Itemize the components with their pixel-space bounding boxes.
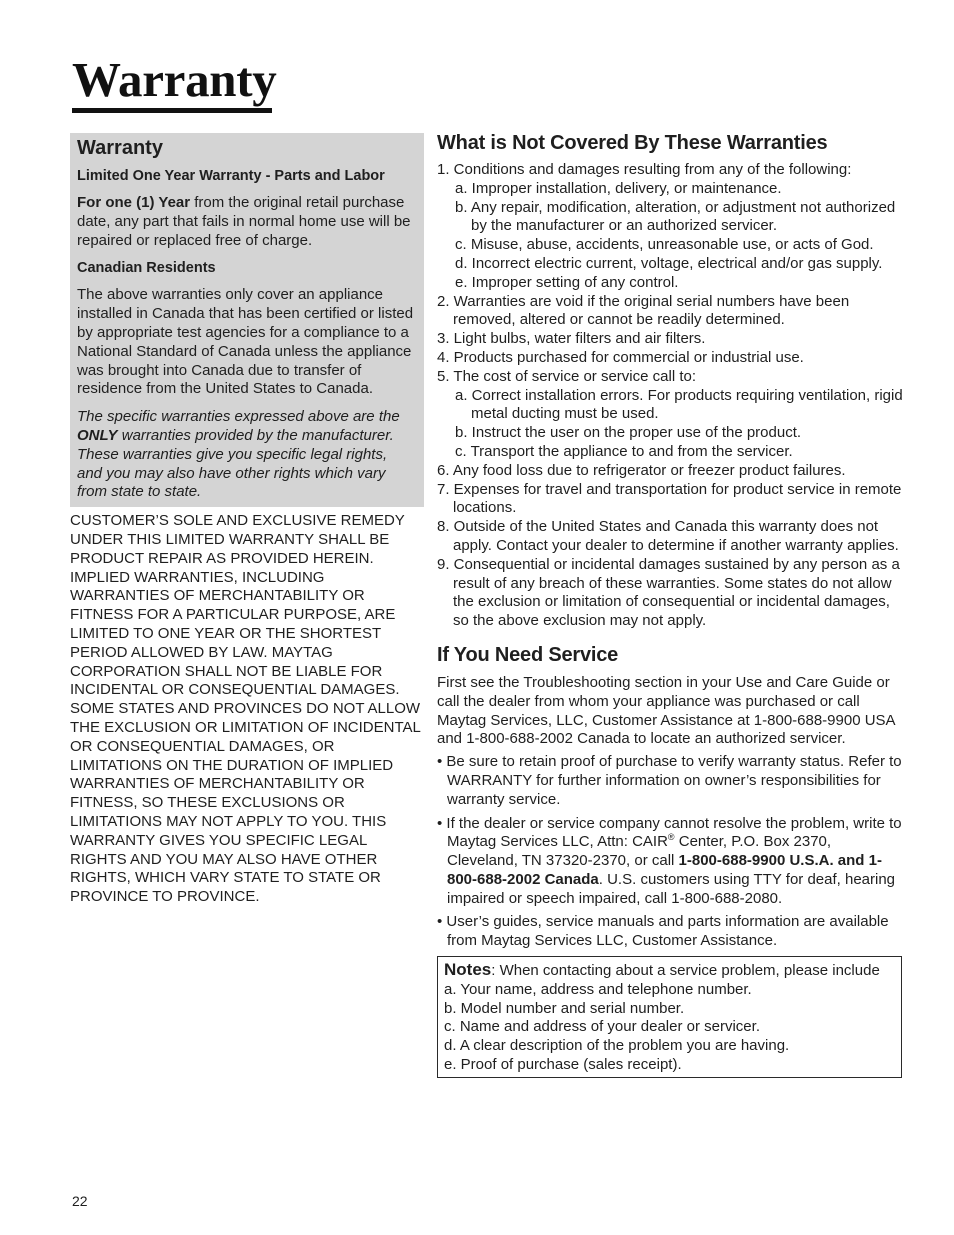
note-item: a. Your name, address and telephone number. xyxy=(444,980,752,998)
not-covered-heading: What is Not Covered By These Warranties xyxy=(437,132,828,154)
note-item: d. A clear description of the problem you are having. xyxy=(444,1037,790,1055)
limited-warranty-subheading: Limited One Year Warranty - Parts and Labor xyxy=(77,168,385,184)
sub-list-item: b. Instruct the user on the proper use of the product. xyxy=(455,424,802,442)
warranty-term-bold: For one (1) Year xyxy=(77,194,191,211)
sub-list-item: a. Improper installation, delivery, or maintenance. xyxy=(455,179,782,197)
warranty-heading: Warranty xyxy=(77,137,163,159)
canadian-residents-heading: Canadian Residents xyxy=(77,260,216,277)
remedy-disclaimer: CUSTOMER’S SOLE AND EXCLUSIVE REMEDY UNDER THIS LIMITED WARRANTY SHALL BE PRODUCT REPAIR AS PROVIDED HEREIN. IMPLIED WARRANTIES, INCLUDING WARRANTIES OF MERCHANTABILITY OR FITNESS FOR A PARTICULAR PURPOSE, ARE LIMITED TO ONE YEAR OR THE SHORTEST PERIOD ALLOWED BY LAW. MAYTAG CORPORATION SHALL NOT BE LIABLE FOR INCIDENTAL OR CONSEQUENTIAL DAMAGES. SOME STATES AND PROVINCES DO NOT ALLOW THE EXCLUSION OR LIMITATION OF INCIDENTAL OR CONSEQUENTIAL DAMAGES, OR LIMITATIONS ON THE DURATION OF IMPLIED WARRANTIES OF MERCHANTABILITY OR FITNESS, SO THESE EXCLUSIONS OR LIMITATIONS MAY NOT APPLY TO YOU. THIS WARRANTY GIVES YOU SPECIFIC LEGAL RIGHTS AND YOU MAY ALSO HAVE OTHER RIGHTS, WHICH VARY STATE TO STATE OR PROVINCE TO PROVINCE. xyxy=(70,512,421,906)
notes-intro xyxy=(444,961,895,981)
service-intro: First see the Troubleshooting section in your Use and Care Guide or call the dealer from whom your appliance was purchased or call Maytag Services, LLC, Customer Assistance at 1-800-688-9900 USA and 1-800-688-2002 Canada to locate an authorized servicer. xyxy=(437,673,895,748)
sub-list-item: c. Transport the appliance to and from the servicer. xyxy=(455,442,793,460)
warranty-term-text: from the original retail purchase date, any part that fails in normal home use will be repaired or replaced free of charge. xyxy=(77,194,411,249)
list-item: • Be sure to retain proof of purchase to verify warranty status. Refer to WARRANTY for further information on owner’s responsibilities for warranty service. xyxy=(437,753,902,808)
service-heading: If You Need Service xyxy=(437,643,619,666)
note-emphasis: ONLY xyxy=(77,426,118,444)
bullet-text: • If the dealer or service company cannot resolve the problem, write to Maytag Services LLC, Attn: CAIR xyxy=(437,814,902,851)
note-text-after: warranties provided by the manufacturer. These warranties give you specific legal rights, and you may also have other rights which vary from state to state. xyxy=(77,426,394,501)
list-item: 3. Light bulbs, water filters and air filters. xyxy=(437,330,706,348)
sub-list-item: e. Improper setting of any control. xyxy=(455,273,679,291)
bullet-text: Center, P.O. Box 2370, Cleveland, TN 37320-2370, or call xyxy=(447,833,832,870)
list-item: 6. Any food loss due to refrigerator or freezer product failures. xyxy=(437,461,846,479)
phone-numbers: 1-800-688-9900 U.S.A. and 1-800-688-2002 Canada xyxy=(447,852,882,888)
service-bullets xyxy=(437,753,903,951)
registered-mark: ® xyxy=(667,832,675,843)
sub-list-item: b. Any repair, modification, alteration, or adjustment not authorized by the manufacturer or an authorized servicer. xyxy=(455,198,896,235)
notes-label: Notes xyxy=(444,960,492,980)
canadian-residents-text: The above warranties only cover an appliance installed in Canada that has been certified or listed by appropriate test agencies for a compliance to a National Standard of Canada unless the appliance was brought into Canada due to transfer of residence from the United States to Canada. xyxy=(77,286,414,398)
list-item: 9. Consequential or incidental damages sustained by any person as a result of any breach of these warranties. Some states do not allow the exclusion or limitation of consequential or incidental damages, so the above exclusion may not apply. xyxy=(437,555,900,630)
list-item: 1. Conditions and damages resulting from any of the following: xyxy=(437,161,852,178)
page-number: 22 xyxy=(72,1193,88,1209)
note-item: e. Proof of purchase (sales receipt). xyxy=(444,1056,682,1074)
list-item: • User’s guides, service manuals and parts information are available from Maytag Services LLC, Customer Assistance. xyxy=(437,913,889,950)
list-item: 7. Expenses for travel and transportation for product service in remote locations. xyxy=(437,480,902,517)
list-item: 5. The cost of service or service call to: xyxy=(437,367,696,385)
note-item: c. Name and address of your dealer or servicer. xyxy=(444,1018,760,1036)
notes-items xyxy=(444,981,895,1075)
warranty-panel xyxy=(70,133,424,507)
sub-list-item: c. Misuse, abuse, accidents, unreasonable use, or acts of God. xyxy=(455,236,874,254)
note-text-before: The specific warranties expressed above are the xyxy=(77,408,400,426)
list-item: 2. Warranties are void if the original serial numbers have been removed, altered or cannot be readily determined. xyxy=(437,292,850,329)
bullet-text: . U.S. customers using TTY for deaf, hearing impaired or speech impaired, call 1-800-688-2080. xyxy=(447,870,896,907)
notes-intro-text: : When contacting about a service problem, please include xyxy=(491,962,880,980)
sub-list-item: a. Correct installation errors. For products requiring ventilation, rigid metal ducting must be used. xyxy=(455,386,903,423)
note-item: b. Model number and serial number. xyxy=(444,999,685,1017)
list-item xyxy=(437,815,903,909)
title-underline xyxy=(72,108,272,113)
list-item: 4. Products purchased for commercial or industrial use. xyxy=(437,348,804,366)
not-covered-list xyxy=(437,161,903,631)
warranty-rights-note xyxy=(77,408,416,502)
right-column xyxy=(437,131,903,1078)
warranty-term xyxy=(77,194,416,250)
page-title: Warranty xyxy=(72,52,277,107)
left-column xyxy=(70,133,424,907)
notes-box xyxy=(437,956,902,1078)
list-item: 8. Outside of the United States and Canada this warranty does not apply. Contact your dealer to determine if another warranty applies. xyxy=(437,518,899,554)
sub-list-item: d. Incorrect electric current, voltage, electrical and/or gas supply. xyxy=(455,254,883,272)
